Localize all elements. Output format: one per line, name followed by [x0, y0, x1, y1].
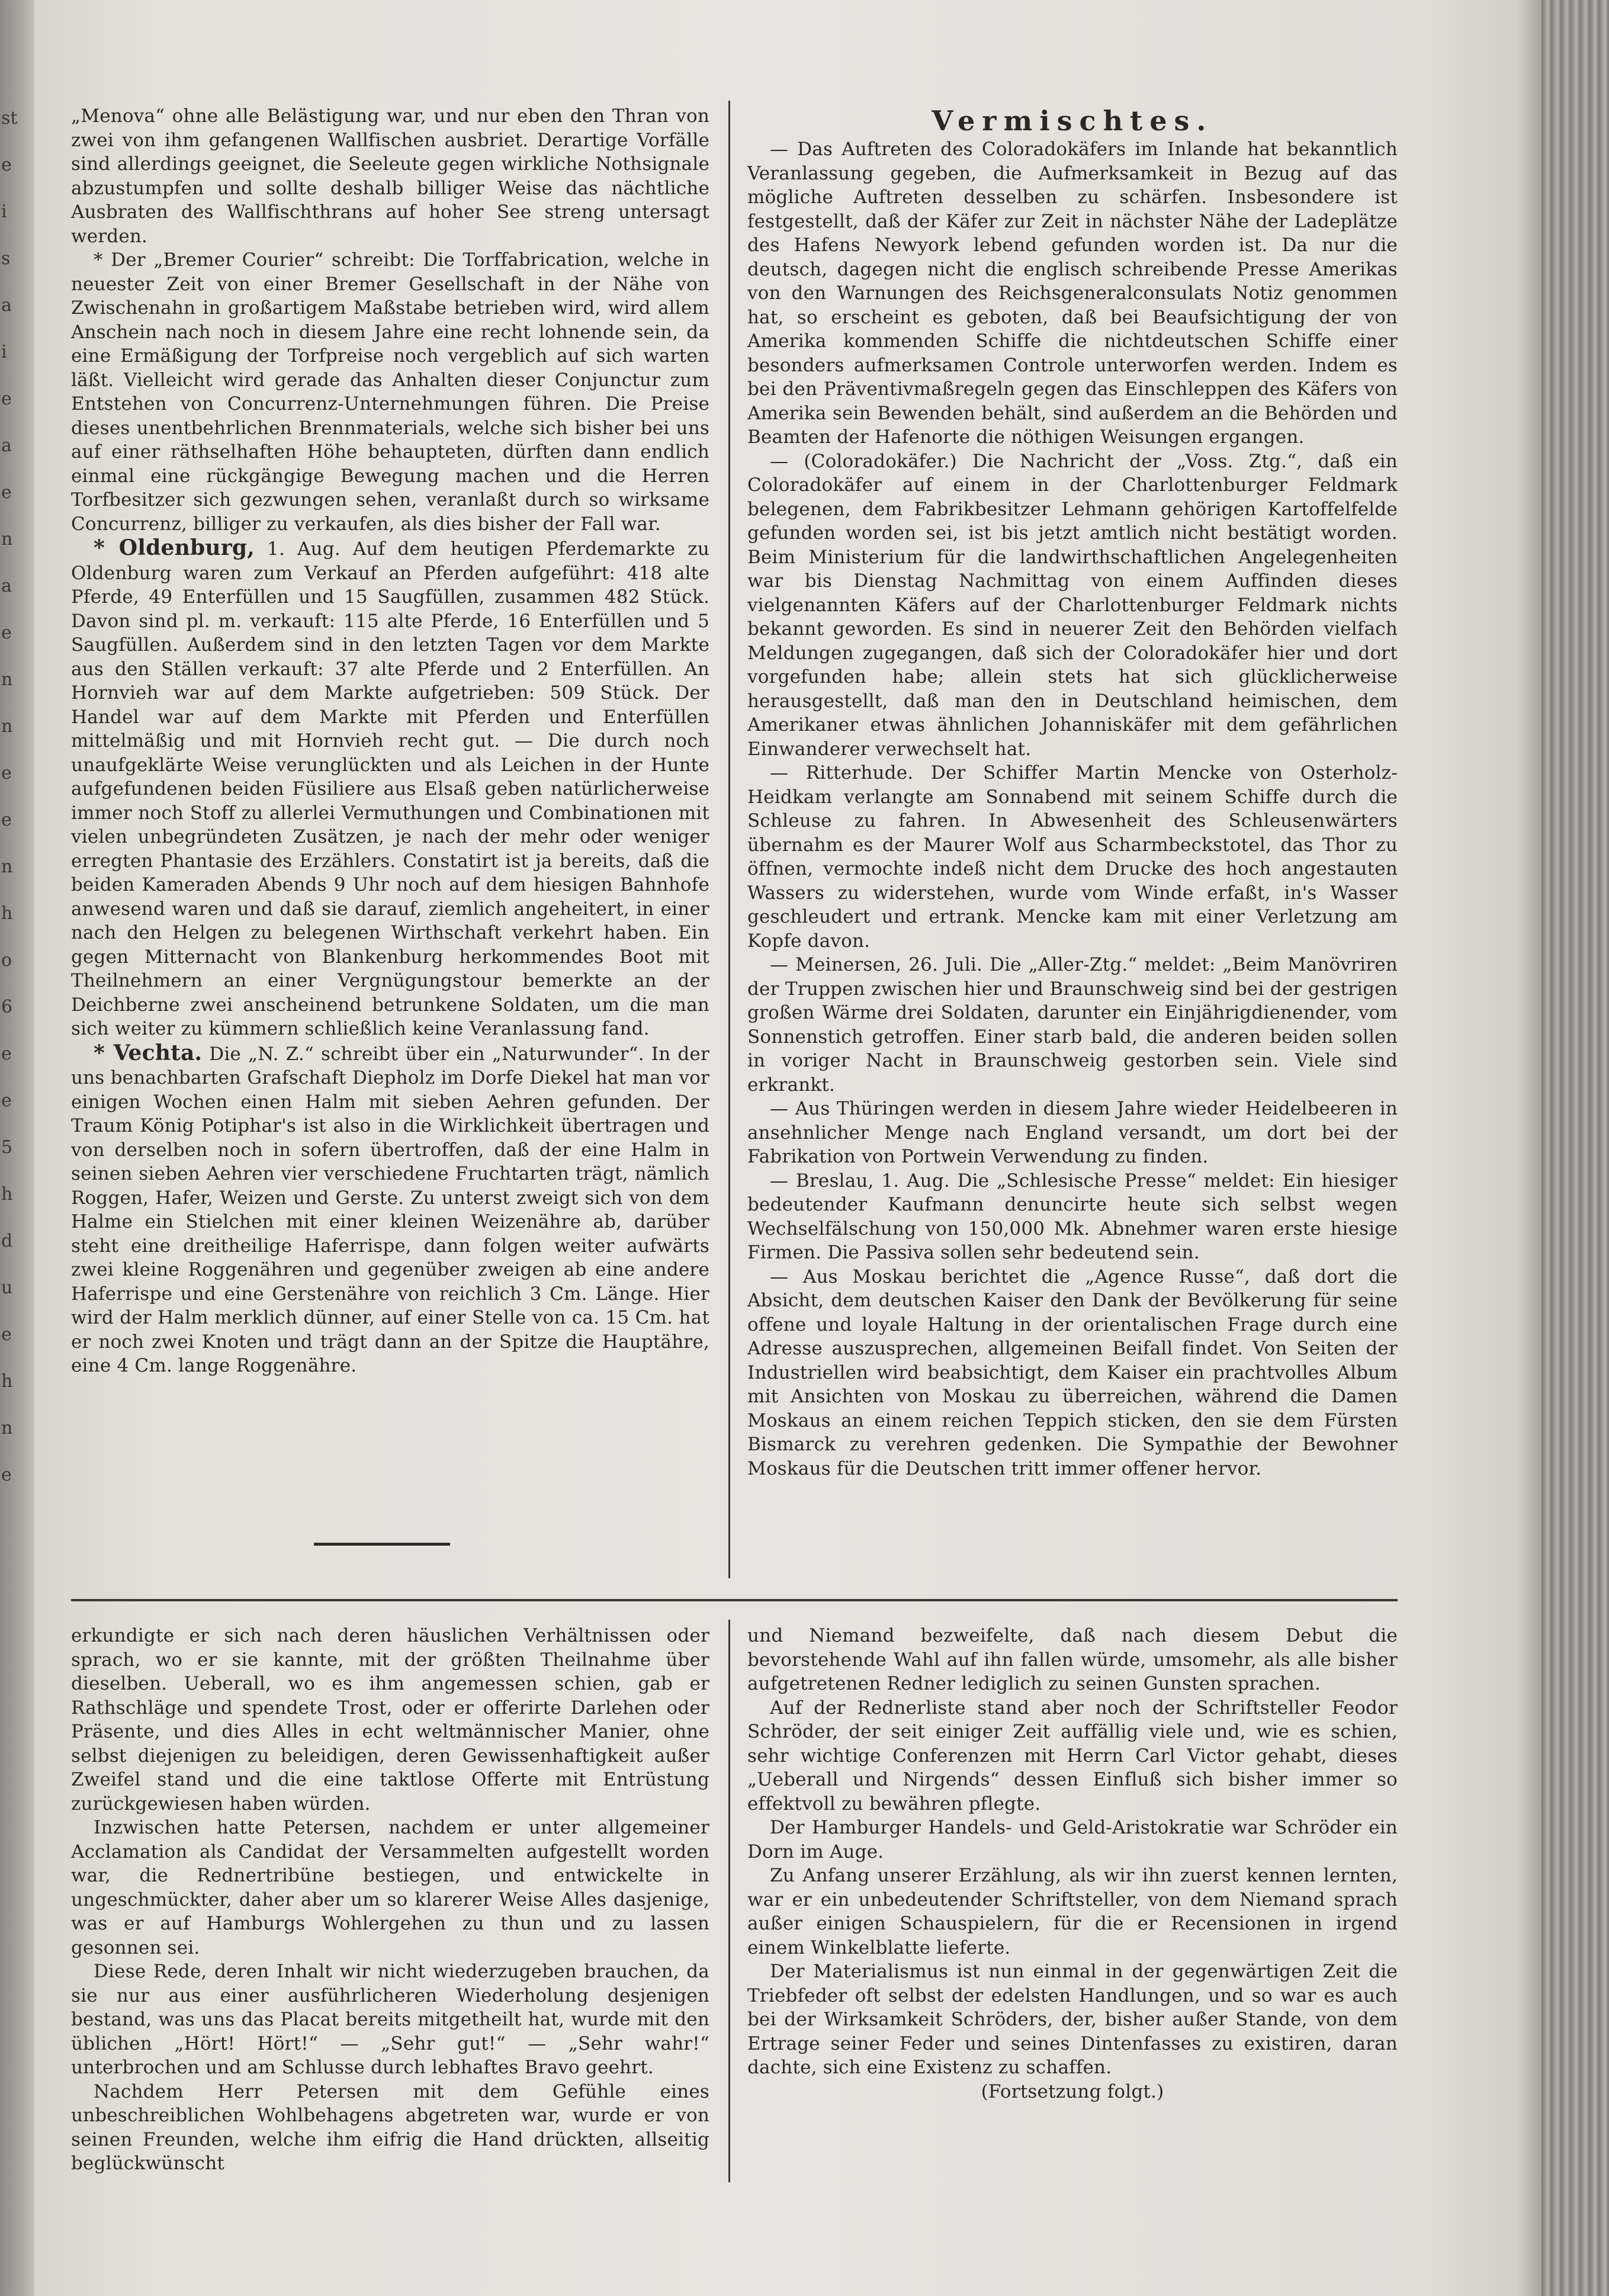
edge-letter: a [1, 295, 12, 316]
feuilleton-column-left [71, 1624, 709, 2216]
edge-letter: e [1, 1465, 12, 1485]
edge-letter: h [1, 1184, 13, 1205]
article-paragraph [747, 1696, 1398, 1816]
paragraph-text: — Aus Moskau berichtet die „Agence Russe“, daß dort die Absicht, dem deutschen Kaiser den Dank der Bevölkerung für seine offene und loyale Haltung in der orientalischen Frage durch eine Adresse auszusprechen, allgemeinen Beifall findet. Von Seiten der Industriellen wird beabsichtigt, dem Kaiser ein prachtvolles Album mit Ansichten von Moskau zu überreichen, während die Damen Moskaus an einem reichen Teppich sticken, den sie dem Fürsten Bismarck zu verehren gedenken. Die Sympathie der Bewohner Moskaus für die Deutschen tritt immer offener hervor. [747, 1266, 1398, 1479]
dateline-lead: * Oldenburg, [94, 535, 255, 560]
edge-letter: n [1, 1418, 13, 1438]
edge-letter: h [1, 1371, 13, 1392]
edge-letter: n [1, 856, 13, 877]
paragraph-text: Nachdem Herr Petersen mit dem Gefühle eines unbeschreiblichen Wohlbehagens abgetreten war, wurde er von seinen Freunden, welche ihm eifrig die Hand drückten, allseitig beglückwünscht [71, 2080, 709, 2174]
paragraph-text: — Meinersen, 26. Juli. Die „Aller-Ztg.“ meldet: „Beim Manövriren der Truppen zwischen hier und Braunschweig sind bei der gestrigen großen Wärme drei Soldaten, darunter ein Einjährigdienender, vom Sonnenstich getroffen. Einer starb bald, die anderen beiden sollen in voriger Nacht in Braunschweig gestorben sein. Viele sind erkrankt. [747, 954, 1398, 1096]
paragraph-text: Der Materialismus ist nun einmal in der gegenwärtigen Zeit die Triebfeder oft selbst der edelsten Handlungen, und so war es auch bei der Wirksamkeit Schröders, der, bisher außer Stande, von dem Ertrage seiner Feder und seines Dintenfasses zu existiren, daran dachte, sich eine Existenz zu schaffen. [747, 1961, 1398, 2078]
news-column-right [747, 137, 1398, 1618]
article-paragraph [747, 1169, 1398, 1265]
column-divider-top [728, 101, 730, 1578]
paragraph-text: — Breslau, 1. Aug. Die „Schlesische Presse“ meldet: Ein hiesiger bedeutender Kaufmann denuncirte heute sich selbst wegen Wechselfälschung von 150,000 Mk. Abnehmer waren erste hiesige Firmen. Die Passiva sollen sehr bedeutend sein. [747, 1170, 1398, 1263]
edge-letter: s [1, 248, 11, 269]
edge-letter: e [1, 622, 12, 643]
article-paragraph [747, 953, 1398, 1097]
section-heading-vermischtes: Vermischtes. [932, 105, 1213, 137]
feuilleton-column-right [747, 1624, 1398, 2216]
article-paragraph [71, 1816, 709, 1960]
edge-letter: d [1, 1231, 13, 1251]
article-paragraph [71, 1041, 709, 1378]
article-paragraph [747, 1097, 1398, 1169]
article-paragraph [747, 2080, 1398, 2104]
news-column-left [71, 104, 709, 1585]
article-paragraph [71, 1960, 709, 2080]
paragraph-text: * Der „Bremer Courier“ schreibt: Die Torffabrication, welche in neuester Zeit von einer Bremer Gesellschaft in der Nähe von Zwischenahn in großartigem Maßstabe betrieben wird, wird allem Anschein nach noch in diesem Jahre eine recht lohnende sein, da eine Ermäßigung der Torfpreise noch vergeblich auf sich warten läßt. Vielleicht wird gerade das Anhalten dieser Conjunctur zum Entstehen von Concurrenz-Unternehmungen führen. Die Preise dieses unentbehrlichen Brennmaterials, welche sich bisher bei uns auf einer räthselhaften Höhe behaupteten, dürften dann endlich einmal eine rückgängige Bewegung machen und die Herren Torfbesitzer sich gezwungen sehen, veranlaßt durch so wirksame Concurrenz, billiger zu verkaufen, als dies bisher der Fall war. [71, 249, 709, 535]
paragraph-text: Der Hamburger Handels- und Geld-Aristokratie war Schröder ein Dorn im Auge. [747, 1817, 1398, 1863]
paragraph-text: und Niemand bezweifelte, daß nach diesem Debut die bevorstehende Wahl auf ihn fallen würde, umsomehr, als alle bisher aufgetretenen Redner lediglich zu seinen Gunsten sprachen. [747, 1625, 1398, 1694]
paragraph-text: — Das Auftreten des Coloradokäfers im Inlande hat bekanntlich Veranlassung gegeben, die Aufmerksamkeit in Bezug auf das mögliche Auftreten desselben zu schärfen. Insbesondere ist festgestellt, daß der Käfer zur Zeit in nächster Nähe der Ladeplätze des Hafens Newyork lebend gefunden worden ist. Da nur die deutsch, dagegen nicht die englisch schreibende Presse Amerikas von den Warnungen des Reichsgeneralconsulats Notiz genommen hat, so erscheint es geboten, daß bei Beaufsichtigung der von Amerika kommenden Schiffe die nichtdeutschen Schiffe einer besonders aufmerksamen Controle unterworfen werden. Indem es bei den Präventivmaßregeln gegen das Einschleppen des Käfers von Amerika sein Bewenden behält, sind außerdem an die Behörden und Beamten der Hafenorte die nöthigen Weisungen ergangen. [747, 139, 1398, 448]
edge-letter: u [1, 1277, 13, 1298]
article-paragraph [71, 1624, 709, 1816]
article-paragraph [747, 137, 1398, 449]
edge-letter: e [1, 1090, 12, 1111]
dateline-lead: * Vechta. [94, 1040, 203, 1065]
adjacent-page-fragment [1, 95, 25, 1498]
paragraph-text: erkundigte er sich nach deren häuslichen Verhältnissen oder sprach, wo er sie kannte, mit der größten Theilnahme über dieselben. Ueberall, wo es ihm angemessen schien, gab er Rathschläge und spendete Trost, oder er offerirte Darlehen oder Präsente, und dies Alles in echt weltmännischer Manier, ohne selbst diejenigen zu beleidigen, deren Gewissenhaftigkeit außer Zweifel stand und die eine taktlose Offerte mit Entrüstung zurückgewiesen haben würden. [71, 1625, 709, 1815]
article-paragraph [747, 1265, 1398, 1481]
article-paragraph [747, 1816, 1398, 1864]
paragraph-text: (Fortsetzung folgt.) [981, 2080, 1164, 2102]
article-paragraph [71, 248, 709, 536]
article-paragraph [747, 1624, 1398, 1696]
paragraph-text: 1. Aug. Auf dem heutigen Pferdemarkte zu Oldenburg waren zum Verkauf an Pferden aufgeführt: 418 alte Pferde, 49 Enterfüllen und 15 Saugfüllen, zusammen 482 Stück. Davon sind pl. m. verkauft: 115 alte Pferde, 16 Enterfüllen und 5 Saugfüllen. Außerdem sind in den letzten Tagen vor dem Markte aus den Ställen verkauft: 37 alte Pferde und 2 Enterfüllen. An Hornvieh war auf dem Markte aufgetrieben: 509 Stück. Der Handel war auf dem Markte mit Pferden und Enterfüllen mittelmäßig und mit Hornvieh recht gut. — Die durch noch unaufgeklärte Weise verunglückten und als Leichen in der Hunte aufgefundenen beiden Füsiliere aus Elsaß geben natürlicherweise immer noch Stoff zu allerlei Vermuthungen und Combinationen mit vielen unbegründeten Zusätzen, je nach der mehr oder weniger erregten Phantasie des Erzählers. Constatirt ist ja bereits, daß die beiden Kameraden Abends 9 Uhr noch auf dem hiesigen Bahnhofe anwesend waren und daß sie darauf, ziemlich angeheitert, in einer nach den Helgen zu belegenen Wirthschaft verkehrt haben. Ein gegen Mitternacht von Blankenburg herkommendes Boot mit Theilnehmern an einer Vergnügungstour bemerkte an der Deichberne zwei anscheinend betrunkene Soldaten, um die man sich weiter zu kümmern schließlich keine Veranlassung fand. [71, 538, 710, 1039]
edge-letter: a [1, 435, 12, 456]
edge-letter: 6 [1, 997, 13, 1017]
article-paragraph [747, 1864, 1398, 1960]
edge-letter: e [1, 388, 12, 409]
paragraph-text: — Ritterhude. Der Schiffer Martin Mencke von Osterholz-Heidkam verlangte am Sonnabend mit seinem Schiffe durch die Schleuse zu fahren. In Abwesenheit des Schleusenwärters übernahm es der Maurer Wolf aus Scharmbeckstotel, das Thor zu öffnen, vermochte indeß nicht dem Drucke des hoch angestauten Wassers zu widerstehen, wurde vom Winde erfaßt, in's Wasser geschleudert und ertrank. Mencke kam mit einer Verletzung am Kopfe davon. [747, 762, 1398, 952]
paragraph-text: Zu Anfang unserer Erzählung, als wir ihn zuerst kennen lernten, war er ein unbedeutender Schriftsteller, von dem Niemand sprach außer einigen Schauspielern, für die er Recensionen in irgend einem Winkelblatte lieferte. [747, 1865, 1398, 1958]
edge-letter: i [1, 201, 7, 222]
article-paragraph [747, 761, 1398, 953]
edge-letter: e [1, 763, 12, 783]
paragraph-text: — Aus Thüringen werden in diesem Jahre wieder Heidelbeeren in ansehnlicher Menge nach England versandt, um dort bei der Fabrikation von Portwein Verwendung zu finden. [747, 1098, 1398, 1167]
edge-letter: i [1, 342, 7, 362]
edge-letter: n [1, 669, 13, 690]
paragraph-text: „Menova“ ohne alle Belästigung war, und nur eben den Thran von zwei von ihm gefangenen Wallfischen ausbriet. Derartige Vorfälle sind allerdings geeignet, die Seeleute gegen wirkliche Nothsignale abzustumpfen und sollte deshalb billiger Weise das nächtliche Ausbraten des Wallfischthrans auf hoher See streng untersagt werden. [71, 105, 709, 247]
paragraph-text: Auf der Rednerliste stand aber noch der Schriftsteller Feodor Schröder, der seit einiger Zeit auffällig viele und, wie es schien, sehr wichtige Conferenzen mit Herrn Carl Victor gehabt, dieses „Ueberall und Nirgends“ dessen Einfluß sich bisher immer so effektvoll zu bewähren pflegte. [747, 1697, 1398, 1815]
gutter-shadow [1516, 0, 1541, 2296]
article-paragraph [71, 104, 709, 248]
paragraph-text: Die „N. Z.“ schreibt über ein „Naturwunder“. In der uns benachbarten Grafschaft Diepholz im Dorfe Diekel hat man vor einigen Wochen einen Halm mit sieben Aehren gefunden. Der Traum König Potiphar's ist also in die Wirklichkeit übertragen und von derselben noch in sofern übertroffen, daß der eine Halm in seinen sieben Aehren vier verschiedene Fruchtarten trägt, nämlich Roggen, Hafer, Weizen und Gerste. Zu unterst zweigt sich von dem Halme ein Stielchen mit einer kleinen Weizenähre ab, darüber steht eine dreitheilige Haferrispe, dann folgen weiter aufwärts zwei kleine Roggenähren und gegenüber zweigen ab eine andere Haferrispe und eine Gerstenähre von reichlich 3 Cm. Länge. Hier wird der Halm merklich dünner, auf einer Stelle von ca. 15 Cm. hat er noch zwei Knoten und trägt dann an der Spitze die Hauptähre, eine 4 Cm. lange Roggenähre. [71, 1043, 710, 1376]
edge-letter: o [1, 950, 12, 971]
edge-letter: e [1, 810, 12, 830]
book-binding-edge [1541, 0, 1609, 2296]
edge-letter: n [1, 529, 13, 550]
article-paragraph [747, 449, 1398, 762]
edge-letter: a [1, 576, 12, 596]
paragraph-text: — (Coloradokäfer.) Die Nachricht der „Voss. Ztg.“, daß ein Coloradokäfer auf einem in der Charlottenburger Feldmark belegenen, dem Fabrikbesitzer Lehmann gehörigen Kartoffelfelde gefunden worden sei, ist bis jetzt amtlich nicht bestätigt worden. Beim Ministerium für die landwirthschaftlichen Angelegenheiten war bis Dienstag Nachmittag von einem Auffinden dieses vielgenannten Käfers auf der Charlottenburger Feldmark nichts bekannt geworden. Es sind in neuerer Zeit den Behörden vielfach Meldungen zugegangen, daß sich der Coloradokäfer hier und dort vorgefunden habe; allein stets hat sich glücklicherweise herausgestellt, daß man den in Deutschland heimischen, dem Amerikaner etwas ähnlichen Johanniskäfer mit dem gefährlichen Einwanderer verwechselt hat. [747, 450, 1398, 760]
column-divider-bottom [728, 1620, 730, 2182]
edge-letter: n [1, 716, 13, 737]
paragraph-text: Diese Rede, deren Inhalt wir nicht wiederzugeben brauchen, da sie nur aus einer ausführlicheren Wiederholung desjenigen bestand, was uns das Placat bereits mitgetheilt hat, wurde mit den üblichen „Hört! Hört!“ — „Sehr gut!“ — „Sehr wahr!“ unterbrochen und am Schlusse durch lebhaftes Bravo geehrt. [71, 1961, 709, 2078]
edge-letter: e [1, 482, 12, 503]
edge-letter: e [1, 1043, 12, 1064]
edge-letter: h [1, 903, 13, 924]
article-paragraph [747, 1960, 1398, 2080]
edge-letter: st [1, 108, 18, 129]
article-paragraph [71, 536, 709, 1041]
edge-letter: e [1, 1324, 12, 1345]
paragraph-text: Inzwischen hatte Petersen, nachdem er unter allgemeiner Acclamation als Candidat der Versammelten aufgestellt worden war, die Rednertribüne bestiegen, und entwickelte in ungeschmückter, daher aber um so klarerer Weise Alles dasjenige, was er auf Hamburgs Wohlergehen zu thun und zu lassen gesonnen sei. [71, 1817, 709, 1958]
edge-letter: 5 [1, 1137, 13, 1158]
edge-letter: e [1, 155, 12, 175]
article-paragraph [71, 2080, 709, 2176]
scan-left-edge [0, 0, 34, 2296]
